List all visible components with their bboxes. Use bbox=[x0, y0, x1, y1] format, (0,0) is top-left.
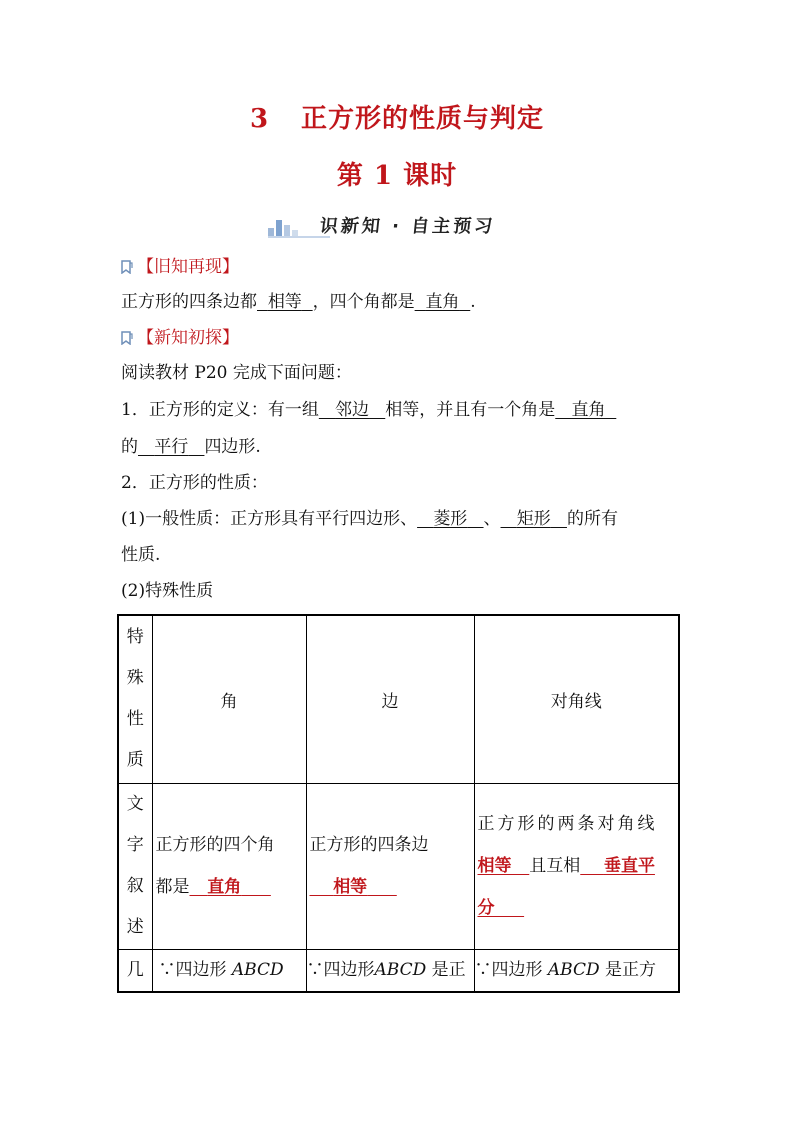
cell-angle-text: 正方形的四个角 都是 直角 bbox=[152, 783, 306, 949]
question-1-line-2: 的 平行 四边形. bbox=[121, 437, 261, 457]
row-label-text: 文 字 叙 述 bbox=[118, 783, 152, 949]
question-2-1-line-1: (1)一般性质：正方形具有平行四边形、 菱形 、 矩形 的所有 bbox=[121, 509, 618, 529]
answer-blank: 菱形 bbox=[433, 509, 468, 529]
bookmark-icon bbox=[121, 260, 133, 274]
answer-blank: 相等 bbox=[267, 292, 302, 312]
table-header-row bbox=[118, 615, 679, 783]
row-label-geometry: 几 bbox=[118, 949, 152, 992]
cell-side-geometry: ∵四边形ABCD 是正 bbox=[306, 949, 474, 992]
table-row-geometry bbox=[118, 949, 679, 992]
answer-blank: 垂直平 bbox=[603, 856, 655, 876]
answer-blank: 相等 bbox=[477, 856, 512, 876]
cell-angle-geometry: ∵四边形 ABCD bbox=[152, 949, 306, 992]
review-sentence: 正方形的四条边都 相等 ，四个角都是 直角 . bbox=[121, 292, 476, 312]
question-2: 2．正方形的性质： bbox=[121, 473, 268, 493]
bookmark-icon bbox=[121, 331, 133, 345]
answer-blank: 邻边 bbox=[335, 400, 370, 420]
answer-blank: 平行 bbox=[154, 437, 189, 457]
explore-intro: 阅读教材 P20 完成下面问题： bbox=[121, 363, 352, 383]
lesson-number: 3 bbox=[249, 104, 270, 134]
cell-side-text: 正方形的四条边 相等 bbox=[306, 783, 474, 949]
column-header-diagonal: 对角线 bbox=[474, 615, 679, 783]
question-2-1-line-2: 性质. bbox=[121, 545, 161, 565]
cell-diagonal-geometry: ∵四边形 ABCD 是正方 bbox=[474, 949, 679, 992]
row-label-special: 特 殊 性 质 bbox=[118, 615, 152, 783]
answer-blank: 直角 bbox=[207, 877, 242, 897]
answer-blank: 相等 bbox=[333, 877, 368, 897]
answer-blank: 直角 bbox=[571, 400, 606, 420]
answer-blank: 直角 bbox=[425, 292, 460, 312]
section-banner bbox=[268, 212, 508, 240]
review-heading: 【旧知再现】 bbox=[121, 256, 239, 278]
table-row-text bbox=[118, 783, 679, 949]
page-subtitle: 第 1 课时 bbox=[336, 161, 458, 191]
question-2-2: (2)特殊性质 bbox=[121, 581, 214, 601]
page-title bbox=[0, 98, 794, 135]
cell-diagonal-text: 正方形的两条对角线 相等 且互相 垂直平 分 bbox=[474, 783, 679, 949]
question-1-line-1: 1．正方形的定义：有一组 邻边 相等，并且有一个角是 直角 bbox=[121, 399, 616, 421]
answer-blank: 矩形 bbox=[516, 509, 551, 529]
lesson-title: 正方形的性质与判定 bbox=[301, 104, 545, 134]
banner-text: 识新知 · 自主预习 bbox=[318, 216, 497, 237]
column-header-angle: 角 bbox=[152, 615, 306, 783]
column-header-side: 边 bbox=[306, 615, 474, 783]
explore-heading: 【新知初探】 bbox=[121, 327, 239, 349]
answer-blank: 分 bbox=[477, 898, 495, 918]
special-properties-table bbox=[117, 614, 680, 993]
